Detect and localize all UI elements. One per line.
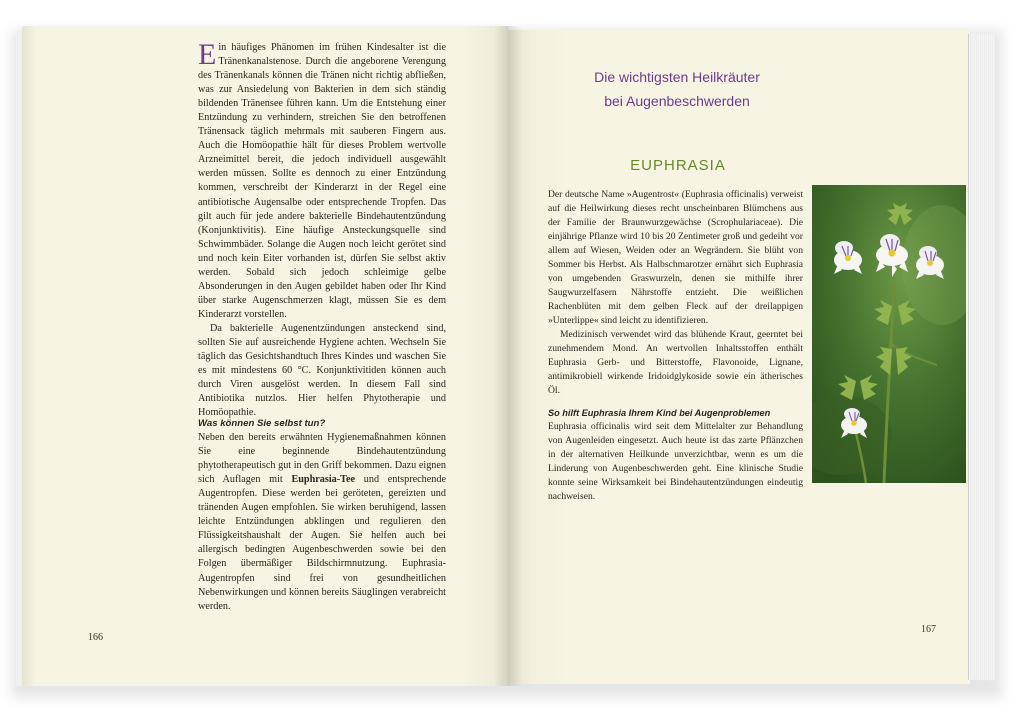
section-title-line-2: bei Augenbeschwerden (604, 93, 750, 109)
right-paragraph-3: Euphrasia officinalis wird seit dem Mittelalter zur Behandlung von Augenleiden eingesetzt. Auch heute ist das zarte Pflänzchen in der alternativen Heilkunde unverzichtbar, wenn es um die Linderung von Augenbeschwerden geht. Eine klinische Studie konnte seine Wirksamkeit bei Bindehautentzündungen eindeutig nachweisen. (548, 421, 803, 502)
euphrasia-tee-bold: Euphrasia-Tee (291, 474, 356, 486)
right-paragraph-1: Der deutsche Name »Augentrost« (Euphrasia officinalis) verweist auf die Heilwirkung dieses recht unscheinbaren Blümchens aus der Familie der Braunwurzgewächse (Scrophulariaceae). Die einjährige Pflanze wird 10 bis 20 Zentimeter groß und gedeiht vor allem auf Wiesen, Weiden oder an Wegrändern. Sie blüht von Sommer bis Herbst. Als Halbschmarotzer ernährt sich Euphrasia von umgebenden Graswurzeln, denen sie mithilfe ihrer Saugwurzelfasern Nährstoffe entzieht. Die weißlichen Rachenblüten mit dem gelben Fleck auf der dreilappigen »Unterlippe« sind leicht zu identifizieren. (548, 189, 803, 326)
left-subheading: Was können Sie selbst tun? (198, 418, 326, 429)
page-number-left: 166 (88, 632, 103, 643)
left-body-text (198, 38, 446, 420)
section-title-line-1: Die wichtigsten Heilkräuter (594, 69, 760, 85)
left-paragraph-3 (198, 431, 446, 614)
right-paragraph-2: Medizinisch verwendet wird das blühende Kraut, geerntet bei zunehmendem Mond. An wertvollen Inhaltsstoffen enthält Euphrasia Gerb- und Bitterstoffe, Flavonoide, Lignane, antimikrobiell wirkende Iridoidglykoside sowie ein ätherisches Öl. (548, 329, 803, 396)
drop-cap: E (198, 38, 217, 71)
plant-heading: EUPHRASIA (630, 157, 726, 174)
right-page-edges (968, 34, 995, 680)
section-title (546, 65, 808, 113)
page-number-right: 167 (921, 624, 936, 635)
book-gutter (494, 26, 522, 686)
left-paragraph-1: in häufiges Phänomen im frühen Kindesalter ist die Tränenkanalstenose. Durch die angeborene Verengung des Tränenkanals können die Tränen nicht richtig abfließen, was zur Ansiedelung von Bakterien in dem sich ständig bildenden Tränensee führen kann. Um die Entstehung einer Entzündung zu verhindern, streichen Sie den betroffenen Tränensack täglich mehrmals mit sauberen Fingern aus. Auch die Homöopathie hält für dieses Problem wertvolle Arzneimittel bereit, die jedoch individuell ausgewählt werden müssen. Sollte es dennoch zu einer Entzündung kommen, verschreibt der Kinderarzt in der Regel eine antibiotische Augensalbe oder entsprechende Tropfen. Das gilt auch für jede andere bakterielle Bindehautentzündung (Konjunktivitis). Eine häufige Ansteckungsquelle sind Schwimmbäder. Solange die Augen noch leicht gerötet sind und noch kein Eiter vorhanden ist, dürfen Sie selbst aktiv werden. Sobald sich jedoch schleimige gelbe Absonderungen in den Augen gebildet haben oder Ihr Kind über starke Augenschmerzen klagt, müssen Sie es dem Kinderarzt vorstellen. (198, 42, 446, 320)
right-subheading: So hilft Euphrasia Ihrem Kind bei Augenproblemen (548, 408, 771, 418)
left-paragraph-3-b: und entsprechende Augentropfen. Diese werden bei geröteten, gereizten und tränenden Augen empfohlen. Sie wirken beruhigend, lassen leichte Entzündungen abklingen und regulieren den Flüssigkeitshaushalt der Augen. Sie helfen auch bei allergisch bedingten Augenbeschwerden sowie bei den Folgen übermäßiger Bildschirmnutzung. Euphrasia-Augentropfen sind frei von gesundheitlichen Nebenwirkungen und können bereits Säuglingen verabreicht werden. (198, 474, 446, 612)
left-paragraph-2: Da bakterielle Augenentzündungen ansteckend sind, sollten Sie auf ausreichende Hygiene achten. Wechseln Sie täglich das Gesichtshandtuch Ihres Kindes und waschen Sie es mit mindestens 60 °C. Konjunktivitiden können auch durch Viren ausgelöst werden. In diesem Fall sind Antibiotika nutzlos. Hier helfen Phytotherapie und Homöopathie. (198, 322, 446, 419)
right-body-text-2 (548, 406, 803, 504)
left-paragraph-3-a: Neben den bereits erwähnten Hygienemaßnahmen können Sie eine beginnende Bindehautentzündung phytotherapeutisch gut in den Griff bekommen. Dazu eignen sich Auflagen mit (198, 432, 446, 486)
left-body-text-2 (198, 417, 446, 614)
euphrasia-flower-illustration (812, 185, 966, 483)
euphrasia-photo (812, 185, 966, 483)
right-body-text (548, 188, 803, 398)
